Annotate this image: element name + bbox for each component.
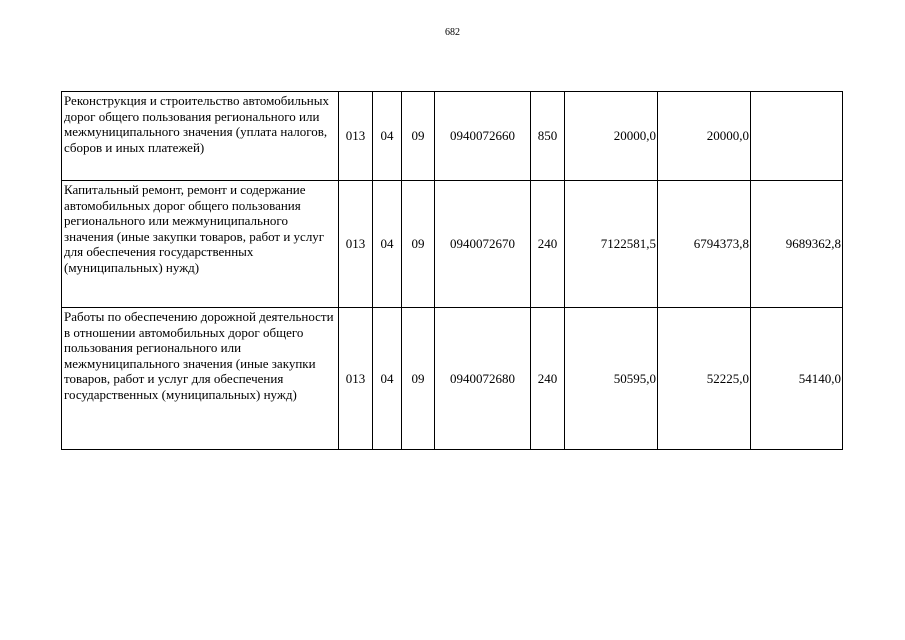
target-article-code: 0940072680: [435, 308, 531, 450]
subsection-code: 09: [402, 308, 435, 450]
expense-type-code: 850: [531, 92, 565, 181]
amount-year-1: 20000,0: [565, 92, 658, 181]
expense-name: Работы по обеспечению дорожной деятельности в отношении автомобильных дорог общего пользования регионального или межмуниципального значения (иные закупки товаров, работ и услуг для обеспечения государственных (муниципальных) нужд): [62, 308, 339, 450]
amount-year-2: 20000,0: [658, 92, 751, 181]
ministry-code: 013: [339, 308, 373, 450]
section-code: 04: [373, 308, 402, 450]
target-article-code: 0940072670: [435, 181, 531, 308]
amount-year-2: 6794373,8: [658, 181, 751, 308]
expense-name: Капитальный ремонт, ремонт и содержание автомобильных дорог общего пользования регионального или межмуниципального значения (иные закупки товаров, работ и услуг для обеспечения государственных (муниципальных) нужд): [62, 181, 339, 308]
page-number: 682: [445, 27, 460, 38]
expense-type-code: 240: [531, 308, 565, 450]
amount-year-1: 50595,0: [565, 308, 658, 450]
table-row: [62, 92, 843, 181]
target-article-code: 0940072660: [435, 92, 531, 181]
amount-year-3: [751, 92, 843, 181]
expense-name: Реконструкция и строительство автомобильных дорог общего пользования регионального или межмуниципального значения (уплата налогов, сборов и иных платежей): [62, 92, 339, 181]
table-row: [62, 308, 843, 450]
ministry-code: 013: [339, 92, 373, 181]
amount-year-3: 54140,0: [751, 308, 843, 450]
amount-year-2: 52225,0: [658, 308, 751, 450]
section-code: 04: [373, 92, 402, 181]
budget-table: [61, 91, 843, 450]
expense-type-code: 240: [531, 181, 565, 308]
subsection-code: 09: [402, 181, 435, 308]
subsection-code: 09: [402, 92, 435, 181]
amount-year-3: 9689362,8: [751, 181, 843, 308]
amount-year-1: 7122581,5: [565, 181, 658, 308]
ministry-code: 013: [339, 181, 373, 308]
table-row: [62, 181, 843, 308]
section-code: 04: [373, 181, 402, 308]
